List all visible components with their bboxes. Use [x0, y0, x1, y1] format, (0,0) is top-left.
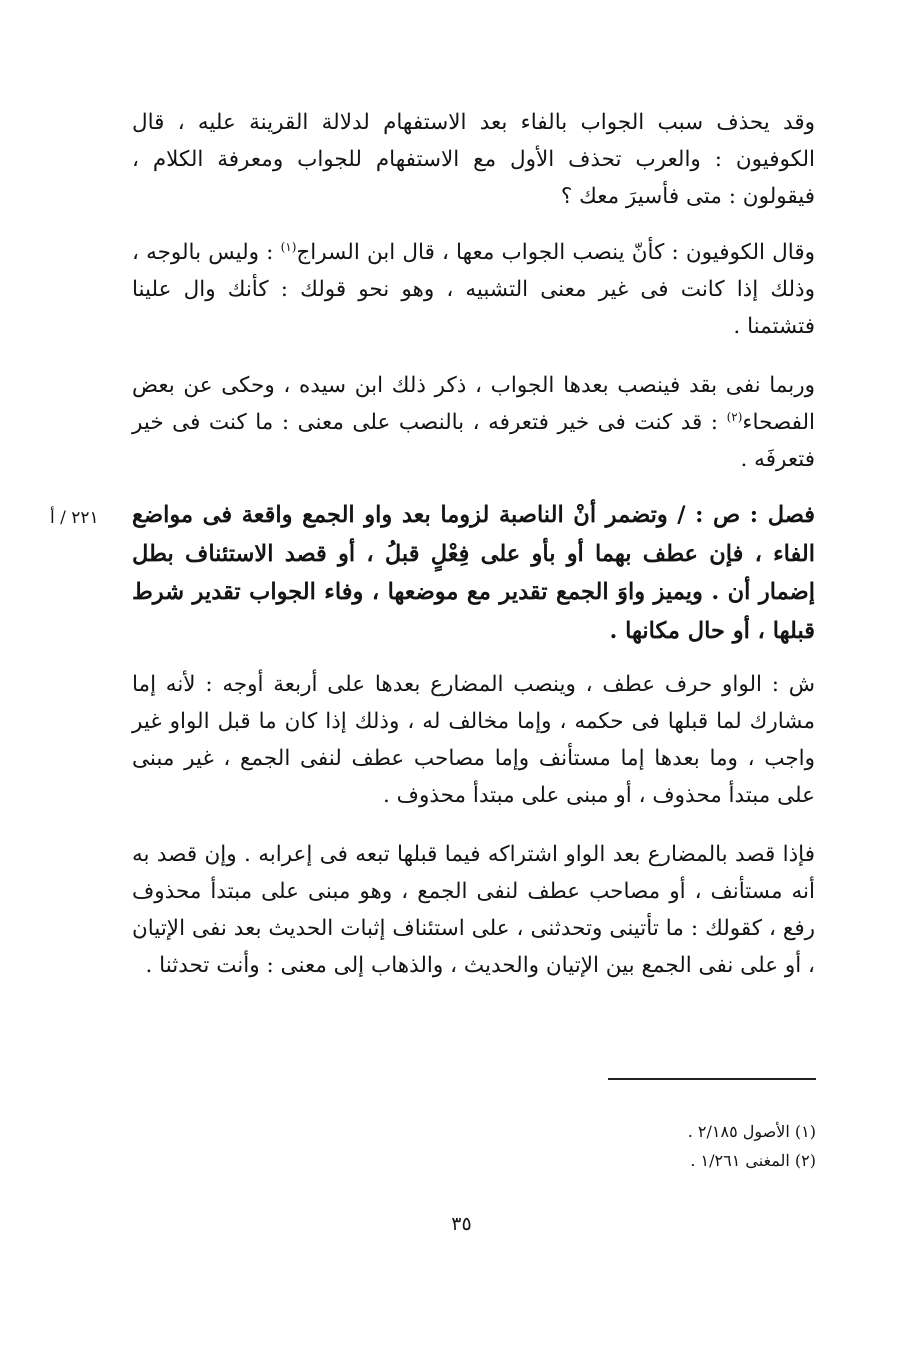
section-rule-text: فصل : ص : / وتضمر أنْ الناصبة لزوما بعد واو الجمع واقعة فى مواضع الفاء ، فإن عطف بهما أو بأو على فِعْلٍ قبلُ ، أو قصد الاستئناف بطل إضمار أن . ويميز واوَ الجمع تقدير مع موضعها ، وفاء الجواب تقدير شرط قبلها ، أو حال مكانها .	[132, 502, 815, 644]
paragraph-2	[132, 234, 815, 345]
footnote-ref-2: (٢)	[726, 409, 743, 424]
footnote-divider	[608, 1078, 816, 1080]
footnotes	[520, 1117, 816, 1175]
page-number: ٣٥	[451, 1213, 472, 1235]
footnote-2: (٢) المغنى ١/٢٦١ .	[690, 1151, 816, 1170]
paragraph-3-text-b: : قد كنت فى خير فتعرفه ، بالنصب على معنى : ما كنت فى خير فتعرفَه .	[132, 410, 815, 472]
paragraph-1: وقد يحذف سبب الجواب بالفاء بعد الاستفهام لدلالة القرينة عليه ، قال الكوفيون : والعرب تحذف الأول مع الاستفهام للجواب ومعرفة الكلام ، فيقولون : متى فأسيرَ معك ؟	[132, 110, 815, 209]
paragraph-2-text-b: : وليس بالوجه ، وذلك إذا كانت فى غير معنى التشبيه ، وهو نحو قولك : كأنك وال علينا فتشتمنا .	[132, 240, 815, 339]
paragraph-3-text-a: وربما نفى بقد فينصب بعدها الجواب ، ذكر ذلك ابن سيده ، وحكى عن بعض الفصحاء	[132, 373, 815, 435]
paragraph-commentary-2: فإذا قصد بالمضارع بعد الواو اشتراكه فيما قبلها تبعه فى إعرابه . وإن قصد به أنه مستأنف ، أو مصاحب عطف لنفى الجمع ، وهو مبنى على مبتدأ محذوف رفع ، كقولك : ما تأتينى وتحدثنى ، على استئناف إثبات الحديث بعد نفى الإتيان ، أو على نفى الجمع بين الإتيان والحديث ، والذهاب إلى معنى : وأنت تحدثنا .	[132, 842, 815, 978]
manuscript-folio-ref: ٢٢١ / أ	[50, 508, 99, 528]
footnote-1: (١) الأصول ٢/١٨٥ .	[687, 1122, 816, 1141]
paragraph-commentary-1: ش : الواو حرف عطف ، وينصب المضارع بعدها على أربعة أوجه : لأنه إما مشارك لما قبلها فى حكمه ، وإما مخالف له ، وذلك إذا كان ما قبل الواو غير واجب ، وما بعدها إما مستأنف وإما مصاحب عطف لنفى الجمع ، غير مبنى على مبتدأ محذوف ، أو مبنى على مبتدأ محذوف .	[132, 672, 815, 808]
paragraph-3	[132, 367, 815, 478]
footnote-ref-1: (١)	[280, 239, 297, 254]
paragraph-2-text-a: وقال الكوفيون : كأنّ ينصب الجواب معها ، قال ابن السراج	[296, 240, 815, 265]
